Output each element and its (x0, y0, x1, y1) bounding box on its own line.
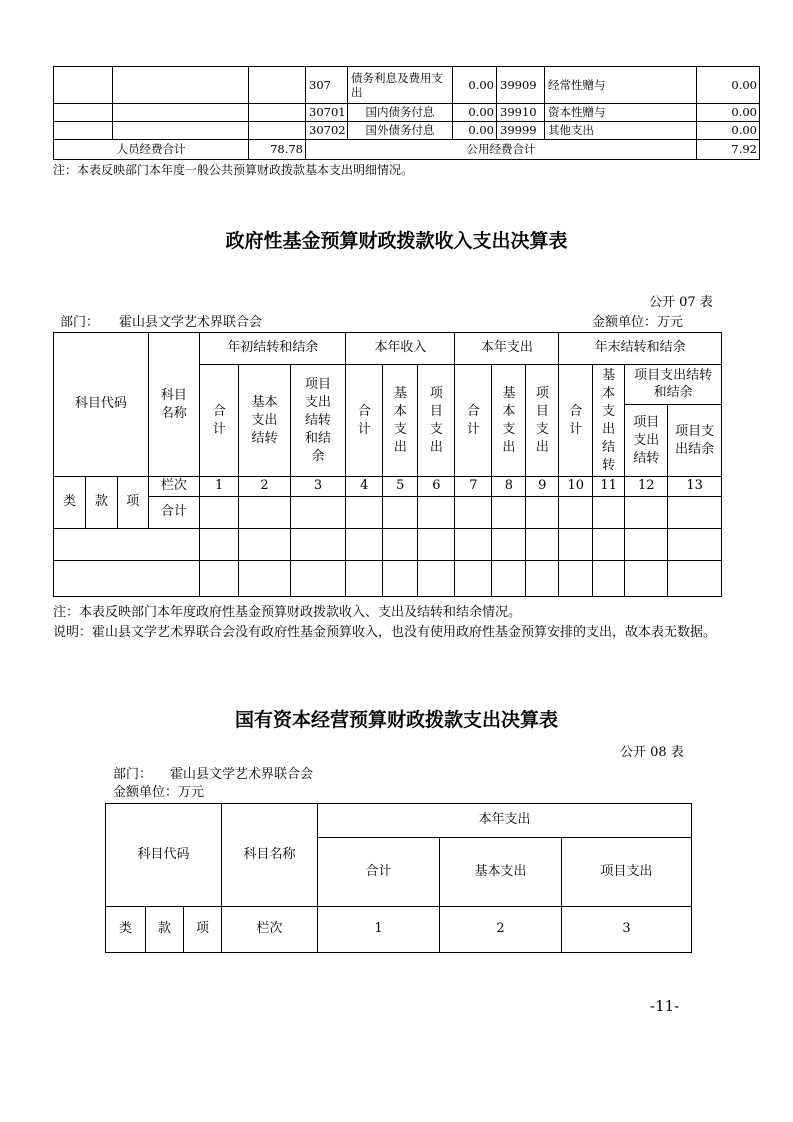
subject-name-header: 科目名称 (222, 804, 318, 907)
table-note: 注：本表反映部门本年度政府性基金预算财政拨款收入、支出及结转和结余情况。 (53, 605, 522, 620)
table-row (54, 104, 760, 122)
income-total-header: 合计 (346, 365, 383, 477)
personnel-total-label: 人员经费合计 (54, 140, 249, 160)
end-balance-header: 年末结转和结余 (559, 333, 722, 365)
total-header: 合计 (318, 838, 440, 907)
expense-project-header: 项目支出 (526, 365, 559, 477)
column-number-row (54, 477, 722, 497)
personnel-total-value: 78.78 (249, 140, 306, 160)
econ-name: 债务利息及费用支出 (348, 67, 453, 104)
amount: 0.00 (453, 67, 497, 104)
xiang-header: 项 (184, 907, 222, 953)
col-number: 2 (239, 477, 290, 497)
amount-unit: 金额单位：万元 (592, 315, 684, 330)
begin-basic-header: 基本支出结转 (239, 365, 290, 477)
table-row (54, 67, 760, 104)
gov-fund-budget-table (53, 332, 722, 597)
expense-header: 本年支出 (318, 804, 692, 838)
dept-name: 霍山县文学艺术界联合会 (119, 315, 263, 330)
amount: 0.00 (453, 104, 497, 122)
section-title: 国有资本经营预算财政拨款支出决算表 (234, 709, 558, 731)
end-total-header: 合计 (559, 365, 593, 477)
amount: 0.00 (697, 122, 760, 140)
col-number: 3 (290, 477, 346, 497)
econ-code: 39909 (497, 67, 545, 104)
subject-code-header: 科目代码 (54, 333, 149, 477)
section-title: 政府性基金预算财政拨款收入支出决算表 (225, 230, 568, 252)
table-number: 公开 08 表 (620, 745, 684, 760)
col-number: 2 (440, 907, 562, 953)
col-number: 10 (559, 477, 593, 497)
table-row (54, 122, 760, 140)
table-number: 公开 07 表 (649, 295, 713, 310)
col-number: 13 (668, 477, 722, 497)
col-number: 1 (200, 477, 239, 497)
expense-total-header: 合计 (455, 365, 492, 477)
sum-row (54, 497, 722, 529)
econ-code: 30701 (306, 104, 348, 122)
expense-header: 本年支出 (455, 333, 559, 365)
begin-total-header: 合计 (200, 365, 239, 477)
col-number: 1 (318, 907, 440, 953)
lei-header: 类 (54, 477, 86, 529)
econ-code: 39910 (497, 104, 545, 122)
page-number: -11- (650, 997, 680, 1015)
col-number: 4 (346, 477, 383, 497)
dept-name: 霍山县文学艺术界联合会 (170, 767, 314, 782)
table-explain: 说明：霍山县文学艺术界联合会没有政府性基金预算收入，也没有使用政府性基金预算安排的支出，故本表无数据。 (53, 625, 717, 640)
col-number: 11 (593, 477, 625, 497)
sum-label: 合计 (148, 497, 199, 529)
col-number: 5 (383, 477, 418, 497)
dept-label: 部门： (60, 315, 100, 330)
end-project-balance-header: 项目支出结余 (668, 405, 722, 477)
econ-name: 其他支出 (545, 122, 697, 140)
econ-name: 经常性赠与 (545, 67, 697, 104)
end-project-header: 项目支出结转和结余 (625, 365, 722, 405)
subject-code-header: 科目代码 (106, 804, 222, 907)
amount: 0.00 (697, 67, 760, 104)
kuan-header: 款 (146, 907, 184, 953)
table-note: 注：本表反映部门本年度一般公共预算财政拨款基本支出明细情况。 (53, 163, 414, 177)
table-row (54, 561, 722, 597)
income-project-header: 项目支出 (418, 365, 455, 477)
public-total-value: 7.92 (697, 140, 760, 160)
xiang-header: 项 (117, 477, 148, 529)
income-header: 本年收入 (346, 333, 455, 365)
dept-label: 部门： (113, 767, 153, 782)
kuan-header: 款 (85, 477, 117, 529)
col-number: 12 (625, 477, 668, 497)
table-row (54, 529, 722, 561)
econ-code: 30702 (306, 122, 348, 140)
project-header: 项目支出 (562, 838, 692, 907)
col-number: 9 (526, 477, 559, 497)
expense-basic-header: 基本支出 (492, 365, 526, 477)
begin-balance-header: 年初结转和结余 (200, 333, 346, 365)
totals-row (54, 140, 760, 160)
col-number: 3 (562, 907, 692, 953)
econ-name: 国内债务付息 (348, 104, 453, 122)
amount: 0.00 (453, 122, 497, 140)
public-total-label: 公用经费合计 (306, 140, 697, 160)
end-project-carry-header: 项目支出结转 (625, 405, 668, 477)
basic-header: 基本支出 (440, 838, 562, 907)
row-no-label: 栏次 (148, 477, 199, 497)
col-number: 8 (492, 477, 526, 497)
lei-header: 类 (106, 907, 146, 953)
col-number: 7 (455, 477, 492, 497)
econ-code: 307 (306, 67, 348, 104)
income-basic-header: 基本支出 (383, 365, 418, 477)
begin-project-header: 项目支出结转和结余 (290, 365, 346, 477)
subject-name-header: 科目名称 (148, 333, 199, 477)
column-number-row (106, 907, 692, 953)
econ-name: 国外债务付息 (348, 122, 453, 140)
amount-unit: 金额单位：万元 (113, 785, 205, 800)
end-basic-header: 基本支出结转 (593, 365, 625, 477)
row-no-label: 栏次 (222, 907, 318, 953)
public-budget-basic-expense-table (53, 66, 760, 160)
econ-name: 资本性赠与 (545, 104, 697, 122)
col-number: 6 (418, 477, 455, 497)
econ-code: 39999 (497, 122, 545, 140)
state-capital-budget-table (105, 803, 692, 953)
amount: 0.00 (697, 104, 760, 122)
